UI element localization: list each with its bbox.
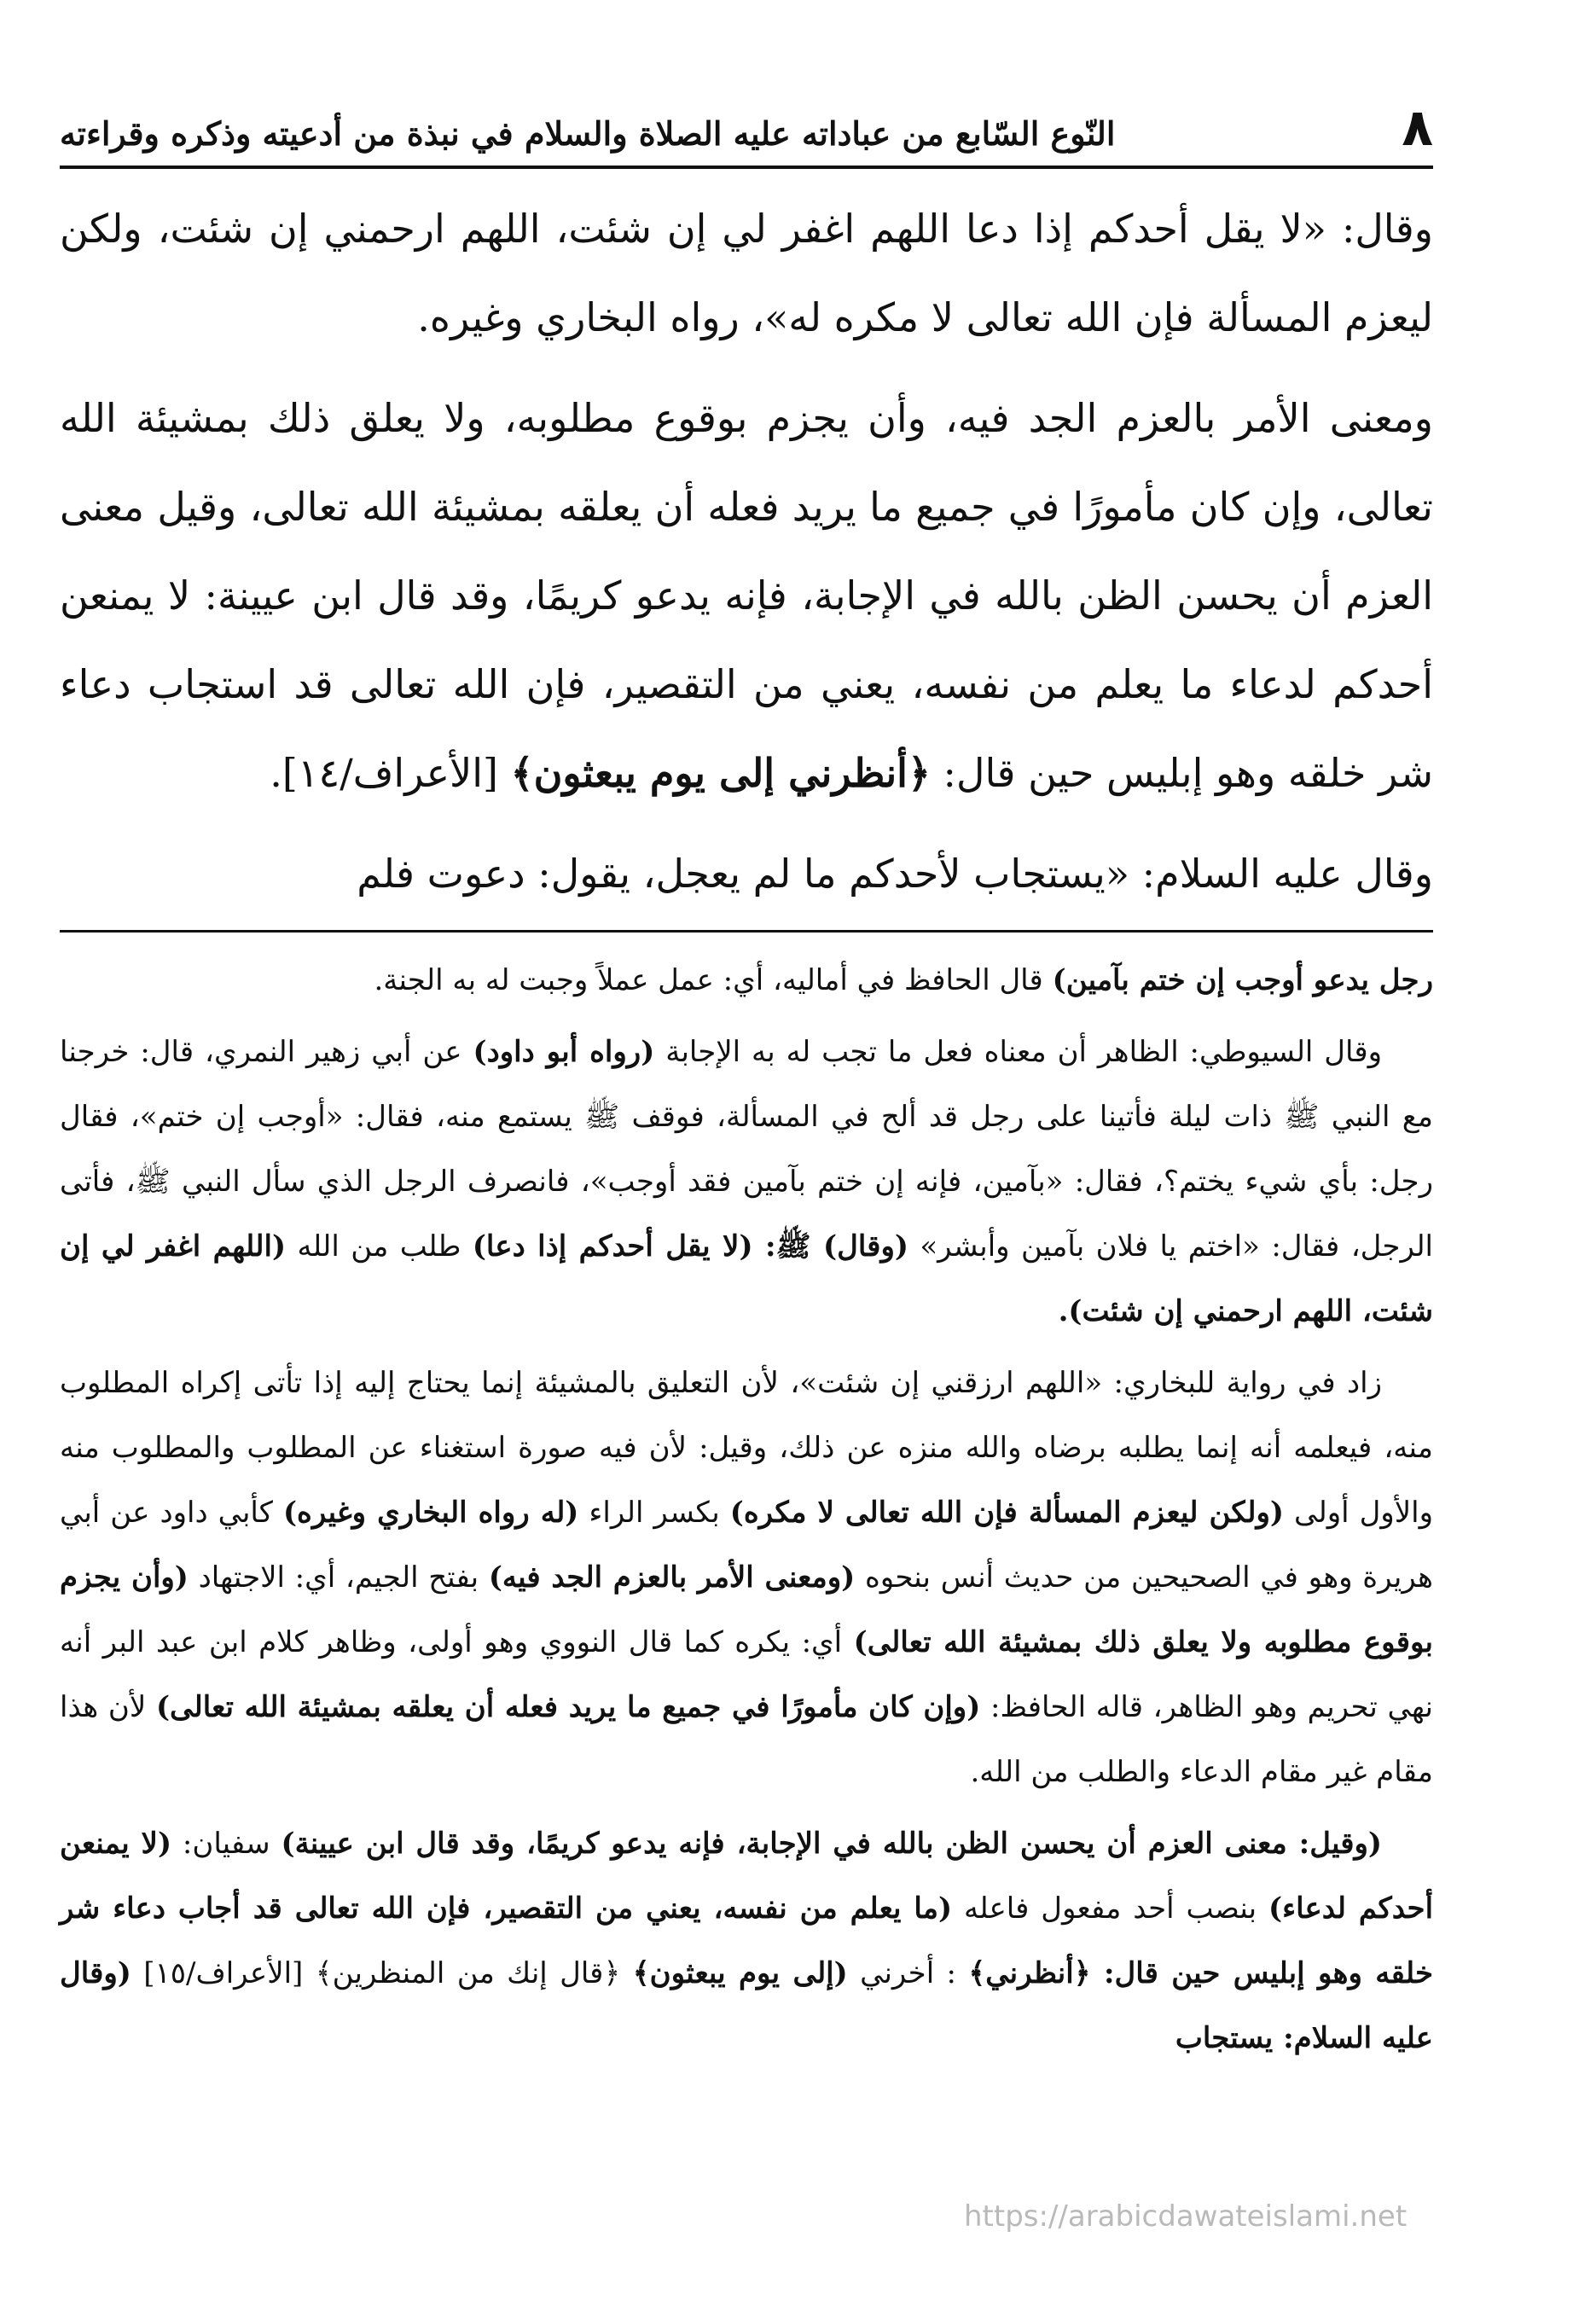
commentary-text: طلب من الله [297,1229,461,1264]
commentary-paragraph-2 [60,1020,1433,1344]
footnote-divider [60,930,1433,933]
main-text [60,184,1433,918]
commentary-text: كأبي داود عن أبي هريرة وهو في الصحيحين من حديث أنس بنحوه [60,1496,1433,1595]
commentary-text: زاد في رواية للبخاري: «اللهم ارزقني إن شئت»، لأن التعليق بالمشيئة إنما يحتاج إليه إذا تأتى إكراه المطلوب منه، فيعلمه أنه إنما يطلبه برضاه والله منزه عن ذلك، وقيل: لأن فيه صورة استغناء عن المطلوب والمطلوب منه والأول أولى [60,1366,1433,1530]
verse-reference: [الأعراف/١٤]. [270,750,498,796]
main-paragraph-2 [60,374,1433,817]
commentary-paragraph-4 [60,1811,1433,2071]
page-header [60,77,1433,169]
commentary-bold-text: (وأن يجزم بوقوع مطلوبه ولا يعلق ذلك بمشيئة الله تعالى) [60,1560,1433,1659]
commentary-text: بكسر الراء [589,1496,720,1530]
commentary-text: وقال السيوطي: الظاهر أن معناه فعل ما تجب له به الإجابة [665,1035,1383,1069]
commentary-bold-text: (وقال عليه السلام: يستجاب [60,1956,1433,2055]
commentary-bold-text: (اللهم اغفر لي إن شئت، اللهم ارحمني إن شئت). [60,1229,1433,1328]
main-paragraph-1: وقال: «لا يقل أحدكم إذا دعا اللهم اغفر لي إن شئت، اللهم ارحمني إن شئت، ولكن ليعزم المسألة فإن الله تعالى لا مكره له»، رواه البخاري وغيره. [60,206,1433,340]
commentary-bold-text: (وقال) ﷺ: (لا يقل أحدكم إذا دعا) [472,1229,908,1264]
commentary [60,948,1433,2071]
page-number: ٨ [1402,98,1433,158]
watermark-url: https://arabicdawateislami.net [964,2199,1408,2234]
running-title: النّوع السّابع من عباداته عليه الصلاة والسلام في نبذة من أدعيته وذكره وقراءته [60,114,1116,154]
commentary-paragraph-3 [60,1351,1433,1804]
commentary-text: بنصب أحد مفعول فاعله [963,1891,1257,1926]
book-page [60,77,1433,2077]
commentary-bold-text: (له رواه البخاري وغيره) [282,1496,579,1530]
commentary-bold-text: (ولكن ليعزم المسألة فإن الله تعالى لا مكره) [729,1496,1285,1530]
commentary-text: عن أبي زهير النمري، قال: خرجنا مع النبي ﷺ ذات ليلة فأتينا على رجل قد ألح في المسألة، فوقف ﷺ يستمع منه، فقال: «أوجب إن ختم»، فقال رجل: بأي شيء يختم؟، فقال: «بآمين، فإنه إن ختم بآمين فقد أوجب»، فانصرف الرجل الذي سأل النبي ﷺ، فأتى الرجل، فقال: «اختم يا فلان بآمين وأبشر» [60,1035,1434,1264]
commentary-paragraph-1 [60,948,1433,1013]
commentary-bold-text: (وقيل: معنى العزم أن يحسن الظن بالله في الإجابة، فإنه يدعو كريمًا، وقد قال ابن عيينة) [281,1827,1382,1861]
commentary-text: لأن هذا مقام غير مقام الدعاء والطلب من الله. [60,1690,1433,1789]
commentary-text: بفتح الجيم، أي: الاجتهاد [198,1560,479,1595]
commentary-bold-text: (ما يعلم من نفسه، يعني من التقصير، فإن الله تعالى قد أجاب دعاء شر خلقه وهو إبليس حين قال: ﴿أنظرني﴾ [60,1891,1434,1990]
commentary-text: : أخرني [860,1956,956,1990]
commentary-text: قال الحافظ في أماليه، أي: عمل عملاً وجبت له به الجنة. [374,963,1043,997]
quran-verse: ﴿أنظرني إلى يوم يبعثون﴾ [510,750,931,796]
commentary-bold-text: (رواه أبو داود) [473,1035,655,1069]
commentary-bold-text: (لا يمنعن أحدكم لدعاء) [60,1827,1434,1926]
commentary-text: سفيان: [182,1827,270,1861]
main-paragraph-2-text: ومعنى الأمر بالعزم الجد فيه، وأن يجزم بوقوع مطلوبه، ولا يعلق ذلك بمشيئة الله تعالى، وإن كان مأمورًا في جميع ما يريد فعله أن يعلقه بمشيئة الله تعالى، وقيل معنى العزم أن يحسن الظن بالله في الإجابة، فإنه يدعو كريمًا، وقد قال ابن عيينة: لا يمنعن أحدكم لدعاء ما يعلم من نفسه، يعني من التقصير، فإن الله تعالى قد استجاب دعاء شر خلقه وهو إبليس حين قال: [60,395,1433,796]
commentary-text: ﴿قال إنك من المنظرين﴾ [الأعراف/١٥] [143,1956,621,1990]
commentary-text: أي: يكره كما قال النووي وهو أولى، وظاهر كلام ابن عبد البر أنه نهي تحريم وهو الظاهر، قاله الحافظ: [60,1625,1433,1724]
commentary-bold-text: (ومعنى الأمر بالعزم الجد فيه) [488,1560,856,1595]
main-paragraph-3: وقال عليه السلام: «يستجاب لأحدكم ما لم يعجل، يقول: دعوت فلم [357,851,1433,897]
commentary-bold-text: (وإن كان مأمورًا في جميع ما يريد فعله أن يعلقه بمشيئة الله تعالى) [155,1690,981,1724]
commentary-bold-text: رجل يدعو أوجب إن ختم بآمين) [1052,963,1433,997]
commentary-bold-text: (إلى يوم يبعثون﴾ [632,1956,848,1990]
